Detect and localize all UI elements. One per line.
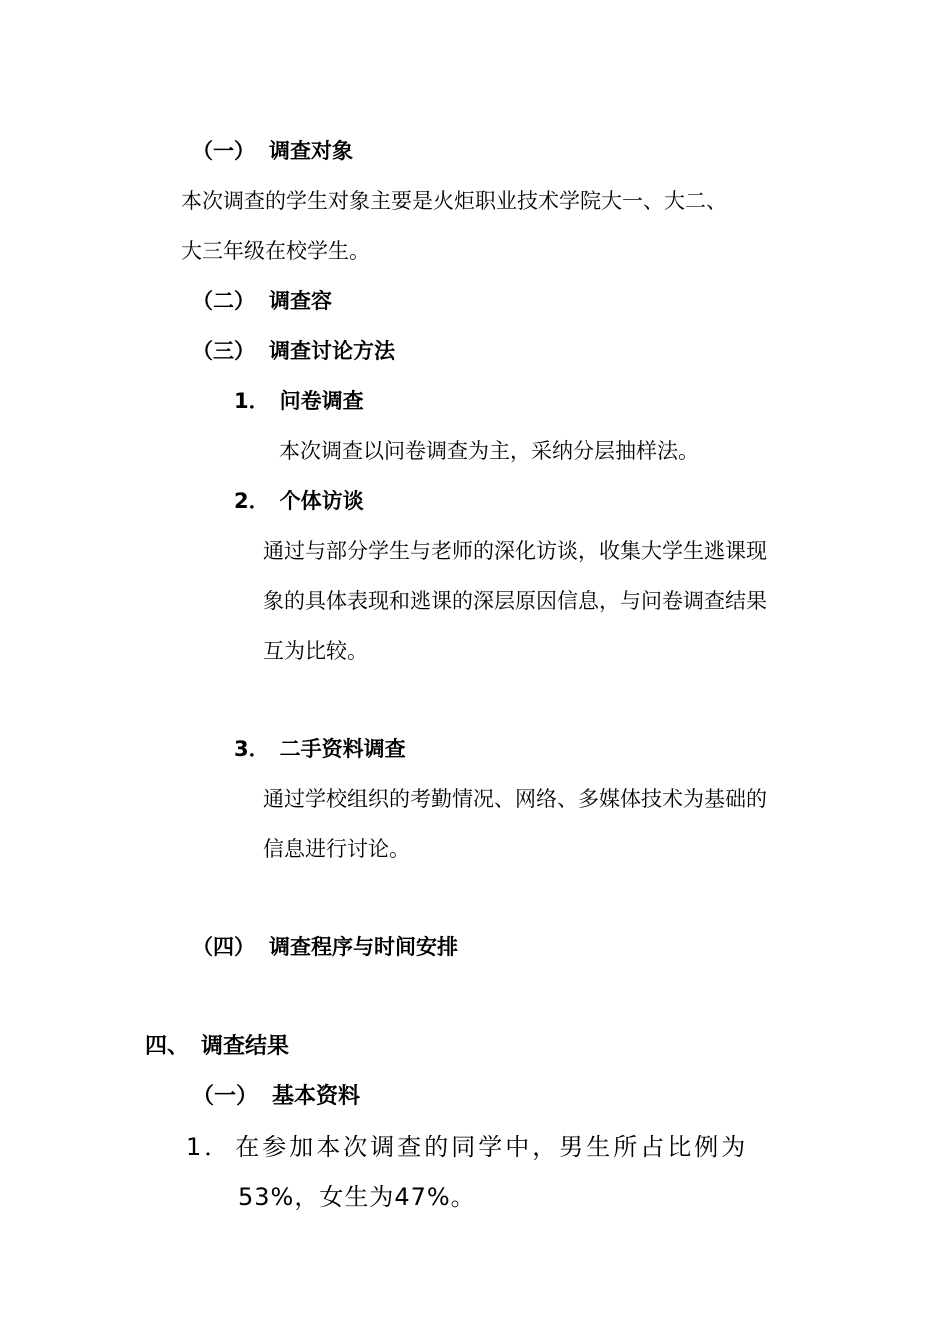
part-title: 调查结果: [201, 1034, 290, 1059]
subheading-number: 1．: [234, 389, 270, 413]
paragraph-line: 通过与部分学生与老师的深化访谈，收集大学生逃课现: [263, 539, 767, 563]
heading-survey-methods: [192, 336, 395, 366]
item-text: 在参加本次调查的同学中，男生所占比例为: [235, 1133, 749, 1161]
subheading-number: 3．: [234, 737, 270, 761]
result-item-line: [186, 1132, 748, 1162]
paragraph-line: 互为比较。: [263, 639, 368, 663]
paragraph-line: 通过学校组织的考勤情况、网络、多媒体技术为基础的: [263, 787, 767, 811]
heading-number: （四）: [192, 935, 255, 959]
heading-title: 基本资料: [272, 1084, 361, 1109]
paragraph-line: 信息进行讨论。: [263, 837, 410, 861]
subheading-title: 二手资料调查: [279, 737, 406, 761]
subheading-questionnaire: [234, 386, 364, 416]
paragraph-line: 本次调查以问卷调查为主，采纳分层抽样法。: [279, 439, 699, 463]
heading-title: 调查程序与时间安排: [269, 935, 458, 959]
subheading-number: 2．: [234, 489, 270, 513]
subheading-title: 问卷调查: [279, 389, 364, 413]
subheading-interview: [234, 486, 364, 516]
heading-survey-subject: [192, 136, 353, 166]
heading-procedure-schedule: [192, 932, 458, 962]
paragraph-line: 象的具体表现和逃课的深层原因信息，与问卷调查结果: [263, 589, 767, 613]
heading-survey-content: [192, 286, 332, 316]
item-number: 1．: [186, 1133, 232, 1161]
part-number: 四、: [145, 1034, 190, 1059]
heading-title: 调查讨论方法: [269, 339, 395, 363]
heading-number: （二）: [192, 289, 255, 313]
paragraph-line: 大三年级在校学生。: [181, 239, 370, 263]
heading-title: 调查对象: [269, 139, 353, 163]
heading-number: （三）: [192, 339, 255, 363]
heading-number: （一）: [192, 139, 255, 163]
heading-title: 调查容: [269, 289, 332, 313]
paragraph-line: 本次调查的学生对象主要是火炬职业技术学院大一、大二、: [181, 189, 727, 213]
subheading-title: 个体访谈: [279, 489, 364, 513]
heading-survey-results: [145, 1032, 289, 1062]
result-item-line: 53%，女生为47%。: [238, 1183, 476, 1211]
subheading-secondary-data: [234, 734, 406, 764]
heading-basic-data: [192, 1082, 360, 1112]
heading-number: （一）: [192, 1084, 259, 1109]
